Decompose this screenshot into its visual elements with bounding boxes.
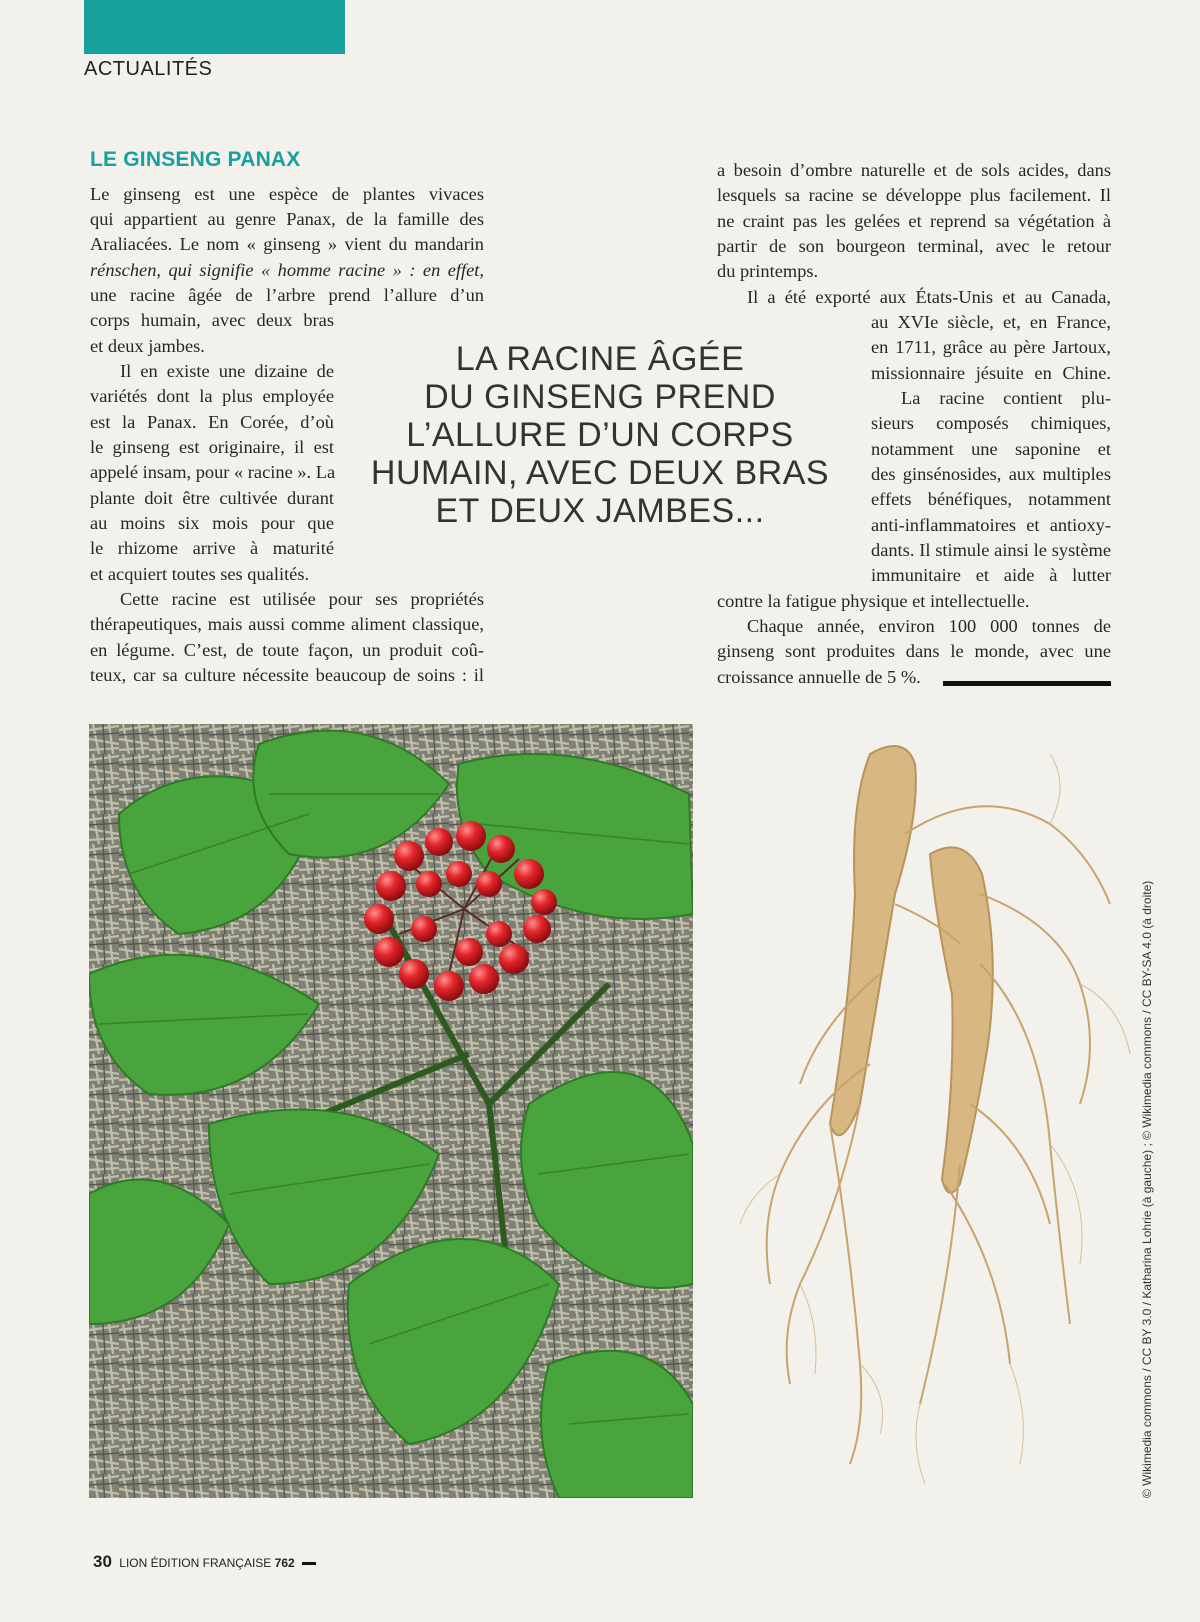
body-line: dants. Il stimule ainsi le système [871,540,1111,560]
pull-quote-line: HUMAIN, AVEC DEUX BRAS [370,454,830,492]
body-line: notamment une saponine et [871,439,1111,459]
body-line: le rhizome arrive à maturité [90,538,334,558]
body-line [90,258,484,284]
pull-quote-line: ET DEUX JAMBES... [435,492,765,530]
body-line: du printemps. [717,261,819,281]
body-line: Cette racine est utilisée pour ses propriétés [120,589,484,609]
body-line: ginseng sont produites dans le monde, avec une [717,641,1111,661]
body-line: partir de son bourgeon terminal, avec le retour [717,236,1111,256]
body-line: anti-inflammatoires et antioxy- [871,515,1111,535]
pull-quote [360,340,840,530]
body-line: au moins six mois pour que [90,513,334,533]
section-label: ACTUALITÉS [84,58,213,80]
page-number: 30 [93,1552,112,1571]
body-line: et deux jambes. [90,336,205,356]
body-line: est la Panax. En Corée, d’où [90,412,334,432]
body-line: des ginsénosides, aux multiples [871,464,1111,484]
ginseng-plant-photo [89,724,693,1498]
body-line: immunitaire et aide à lutter [871,565,1111,585]
publication-name: LION ÉDITION FRANÇAISE [119,1556,272,1570]
body-line: sieurs composés chimiques, [871,413,1111,433]
body-line: corps humain, avec deux bras [90,310,334,330]
body-line: ne craint pas les gelées et reprend sa végétation à [717,211,1111,231]
body-line: qui appartient au genre Panax, de la famille des [90,209,484,229]
body-line: en 1711, grâce au père Jartoux, [871,337,1111,357]
pull-quote-line: DU GINSENG PREND [424,378,776,416]
body-line [90,460,334,486]
body-line: effets bénéfiques, notamment [871,489,1111,509]
page-footer [93,1552,316,1572]
body-line: croissance annuelle de 5 %. [717,667,921,687]
body-line: au XVIe siècle, et, en France, [871,312,1111,332]
body-line: variétés dont la plus employée [90,386,334,406]
body-line: teux, car sa culture nécessite beaucoup de soins : il [90,665,484,685]
body-line: La racine contient plu- [901,388,1111,408]
body-line: Araliacées. Le nom « ginseng » vient du mandarin [90,234,484,254]
body-line: une racine âgée de l’arbre prend l’allure d’un [90,285,484,305]
article-heading: LE GINSENG PANAX [90,148,301,171]
pull-quote-line: L’ALLURE D’UN CORPS [406,416,794,454]
footer-dash [302,1562,316,1565]
body-line: Il a été exporté aux États-Unis et au Canada, [747,287,1111,307]
pull-quote-line: LA RACINE ÂGÉE [455,340,745,378]
ginseng-root-photo [720,724,1150,1504]
body-line: missionnaire jésuite en Chine. [871,363,1111,383]
body-line: lesquels sa racine se développe plus facilement. Il [717,185,1111,205]
body-line: et acquiert toutes ses qualités. [90,564,310,584]
body-line: le ginseng est originaire, il est [90,437,334,457]
body-line: Le ginseng est une espèce de plantes vivaces [90,184,484,204]
body-line: contre la fatigue physique et intellectuelle. [717,591,1030,611]
photo-credit: © Wikimedia commons / CC BY 3.0 / Katharina Lohrie (à gauche) ; © Wikimedia commons / CC BY-SA 4.0 (à droite) [1140,880,1154,1498]
body-line: plante doit être cultivée durant [90,488,334,508]
body-line: Il en existe une dizaine de [120,361,334,381]
body-line: a besoin d’ombre naturelle et de sols acides, dans [717,160,1111,180]
header-accent-bar [84,0,345,54]
article-end-bar [943,681,1111,686]
body-line: thérapeutiques, mais aussi comme aliment classique, [90,614,484,634]
body-line-text: appelé insam, pour « racine ». La [90,462,336,482]
issue-number: 762 [274,1556,295,1570]
body-line-italic: rénschen, qui signifie « homme racine » : en effet, [90,260,484,280]
body-line: Chaque année, environ 100 000 tonnes de [747,616,1111,636]
body-line: en légume. C’est, de toute façon, un produit coû- [90,640,484,660]
